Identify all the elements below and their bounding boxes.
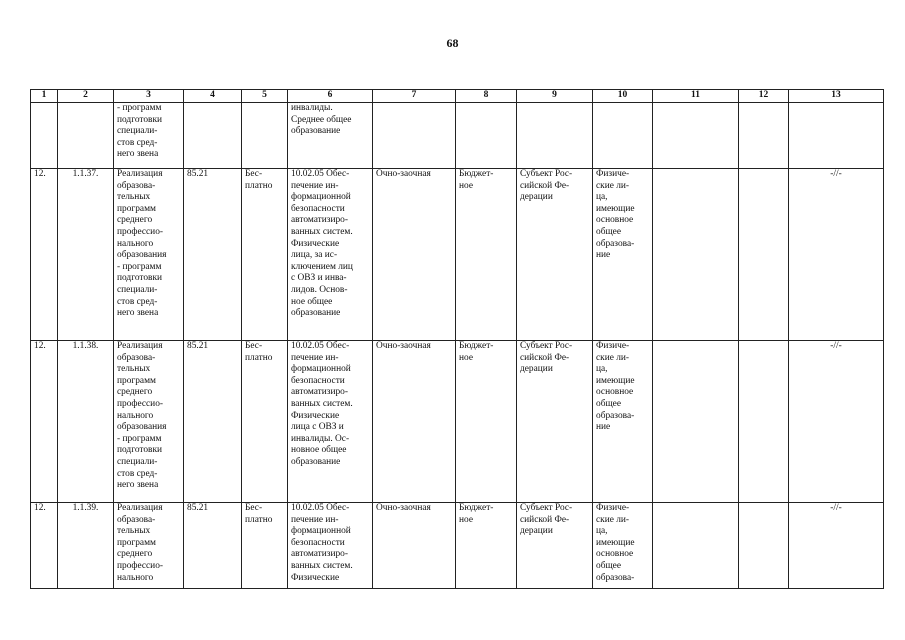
- table-cell: [456, 103, 517, 169]
- table-cell: Субъект Рос- сийской Фе- дерации: [517, 503, 593, 589]
- table-cell: -//-: [789, 341, 884, 503]
- table-cell: Субъект Рос- сийской Фе- дерации: [517, 341, 593, 503]
- table-cell: Бес- платно: [242, 341, 288, 503]
- table-cell: [789, 103, 884, 169]
- column-header: 1: [31, 90, 58, 103]
- table-cell: 12.: [31, 503, 58, 589]
- table-cell: [739, 341, 789, 503]
- table-cell: Реализация образова- тельных программ среднего профессио- нального образования - программ подготовки специали- стов сред- него звена: [114, 341, 184, 503]
- page-number: 68: [446, 36, 459, 50]
- table-cell: [653, 503, 739, 589]
- table-row: [31, 169, 884, 341]
- table-cell: - программ подготовки специали- стов сред- него звена: [114, 103, 184, 169]
- table-cell: Очно-заочная: [373, 169, 456, 341]
- column-header: 8: [456, 90, 517, 103]
- column-header: 6: [288, 90, 373, 103]
- table-cell: 85.21: [184, 169, 242, 341]
- table-cell: 1.1.37.: [58, 169, 114, 341]
- table-cell: -//-: [789, 503, 884, 589]
- table-cell: 85.21: [184, 341, 242, 503]
- table-cell: Бюджет- ное: [456, 169, 517, 341]
- header-row: [31, 90, 884, 103]
- table-cell: 10.02.05 Обес- печение ин- формационной безопасности автоматизиро- ванных систем. Физические лица, за ис- ключением лиц с ОВЗ и инва- лидов. Основ- ное общее образование: [288, 169, 373, 341]
- table-cell: [739, 503, 789, 589]
- table-cell: [58, 103, 114, 169]
- table-cell: 1.1.38.: [58, 341, 114, 503]
- table-cell: Бюджет- ное: [456, 503, 517, 589]
- table-cell: Реализация образова- тельных программ среднего профессио- нального образования - программ подготовки специали- стов сред- него звена: [114, 169, 184, 341]
- column-header: 2: [58, 90, 114, 103]
- table-cell: [653, 341, 739, 503]
- table-cell: 10.02.05 Обес- печение ин- формационной безопасности автоматизиро- ванных систем. Физические лица с ОВЗ и инвалиды. Ос- новное общее образование: [288, 341, 373, 503]
- table-cell: -//-: [789, 169, 884, 341]
- table-cell: Бес- платно: [242, 503, 288, 589]
- table-cell: инвалиды. Среднее общее образование: [288, 103, 373, 169]
- table-cell: 1.1.39.: [58, 503, 114, 589]
- table-cell: Очно-заочная: [373, 503, 456, 589]
- table-cell: [653, 169, 739, 341]
- table-row: [31, 103, 884, 169]
- table-cell: 12.: [31, 169, 58, 341]
- table-cell: Очно-заочная: [373, 341, 456, 503]
- table-cell: Бюджет- ное: [456, 341, 517, 503]
- column-header: 7: [373, 90, 456, 103]
- table-cell: [517, 103, 593, 169]
- table-cell: [739, 103, 789, 169]
- column-header: 9: [517, 90, 593, 103]
- table-cell: [653, 103, 739, 169]
- column-header: 4: [184, 90, 242, 103]
- table-cell: Физиче- ские ли- ца, имеющие основное общее образова- ние: [593, 341, 653, 503]
- column-header: 3: [114, 90, 184, 103]
- table-row: [31, 341, 884, 503]
- column-header: 13: [789, 90, 884, 103]
- table-cell: 85.21: [184, 503, 242, 589]
- column-header: 5: [242, 90, 288, 103]
- table-cell: 12.: [31, 341, 58, 503]
- table-cell: [184, 103, 242, 169]
- table-cell: Физиче- ские ли- ца, имеющие основное общее образова- ние: [593, 169, 653, 341]
- column-header: 10: [593, 90, 653, 103]
- table-cell: [373, 103, 456, 169]
- table-cell: [593, 103, 653, 169]
- table-cell: [739, 169, 789, 341]
- table-cell: Бес- платно: [242, 169, 288, 341]
- column-header: 12: [739, 90, 789, 103]
- services-table: [30, 89, 884, 589]
- table-cell: [242, 103, 288, 169]
- table-cell: [31, 103, 58, 169]
- table-cell: 10.02.05 Обес- печение ин- формационной безопасности автоматизиро- ванных систем. Физические: [288, 503, 373, 589]
- table-cell: Физиче- ские ли- ца, имеющие основное общее образова-: [593, 503, 653, 589]
- column-header: 11: [653, 90, 739, 103]
- table-cell: Субъект Рос- сийской Фе- дерации: [517, 169, 593, 341]
- table-cell: Реализация образова- тельных программ среднего профессио- нального: [114, 503, 184, 589]
- table-row: [31, 503, 884, 589]
